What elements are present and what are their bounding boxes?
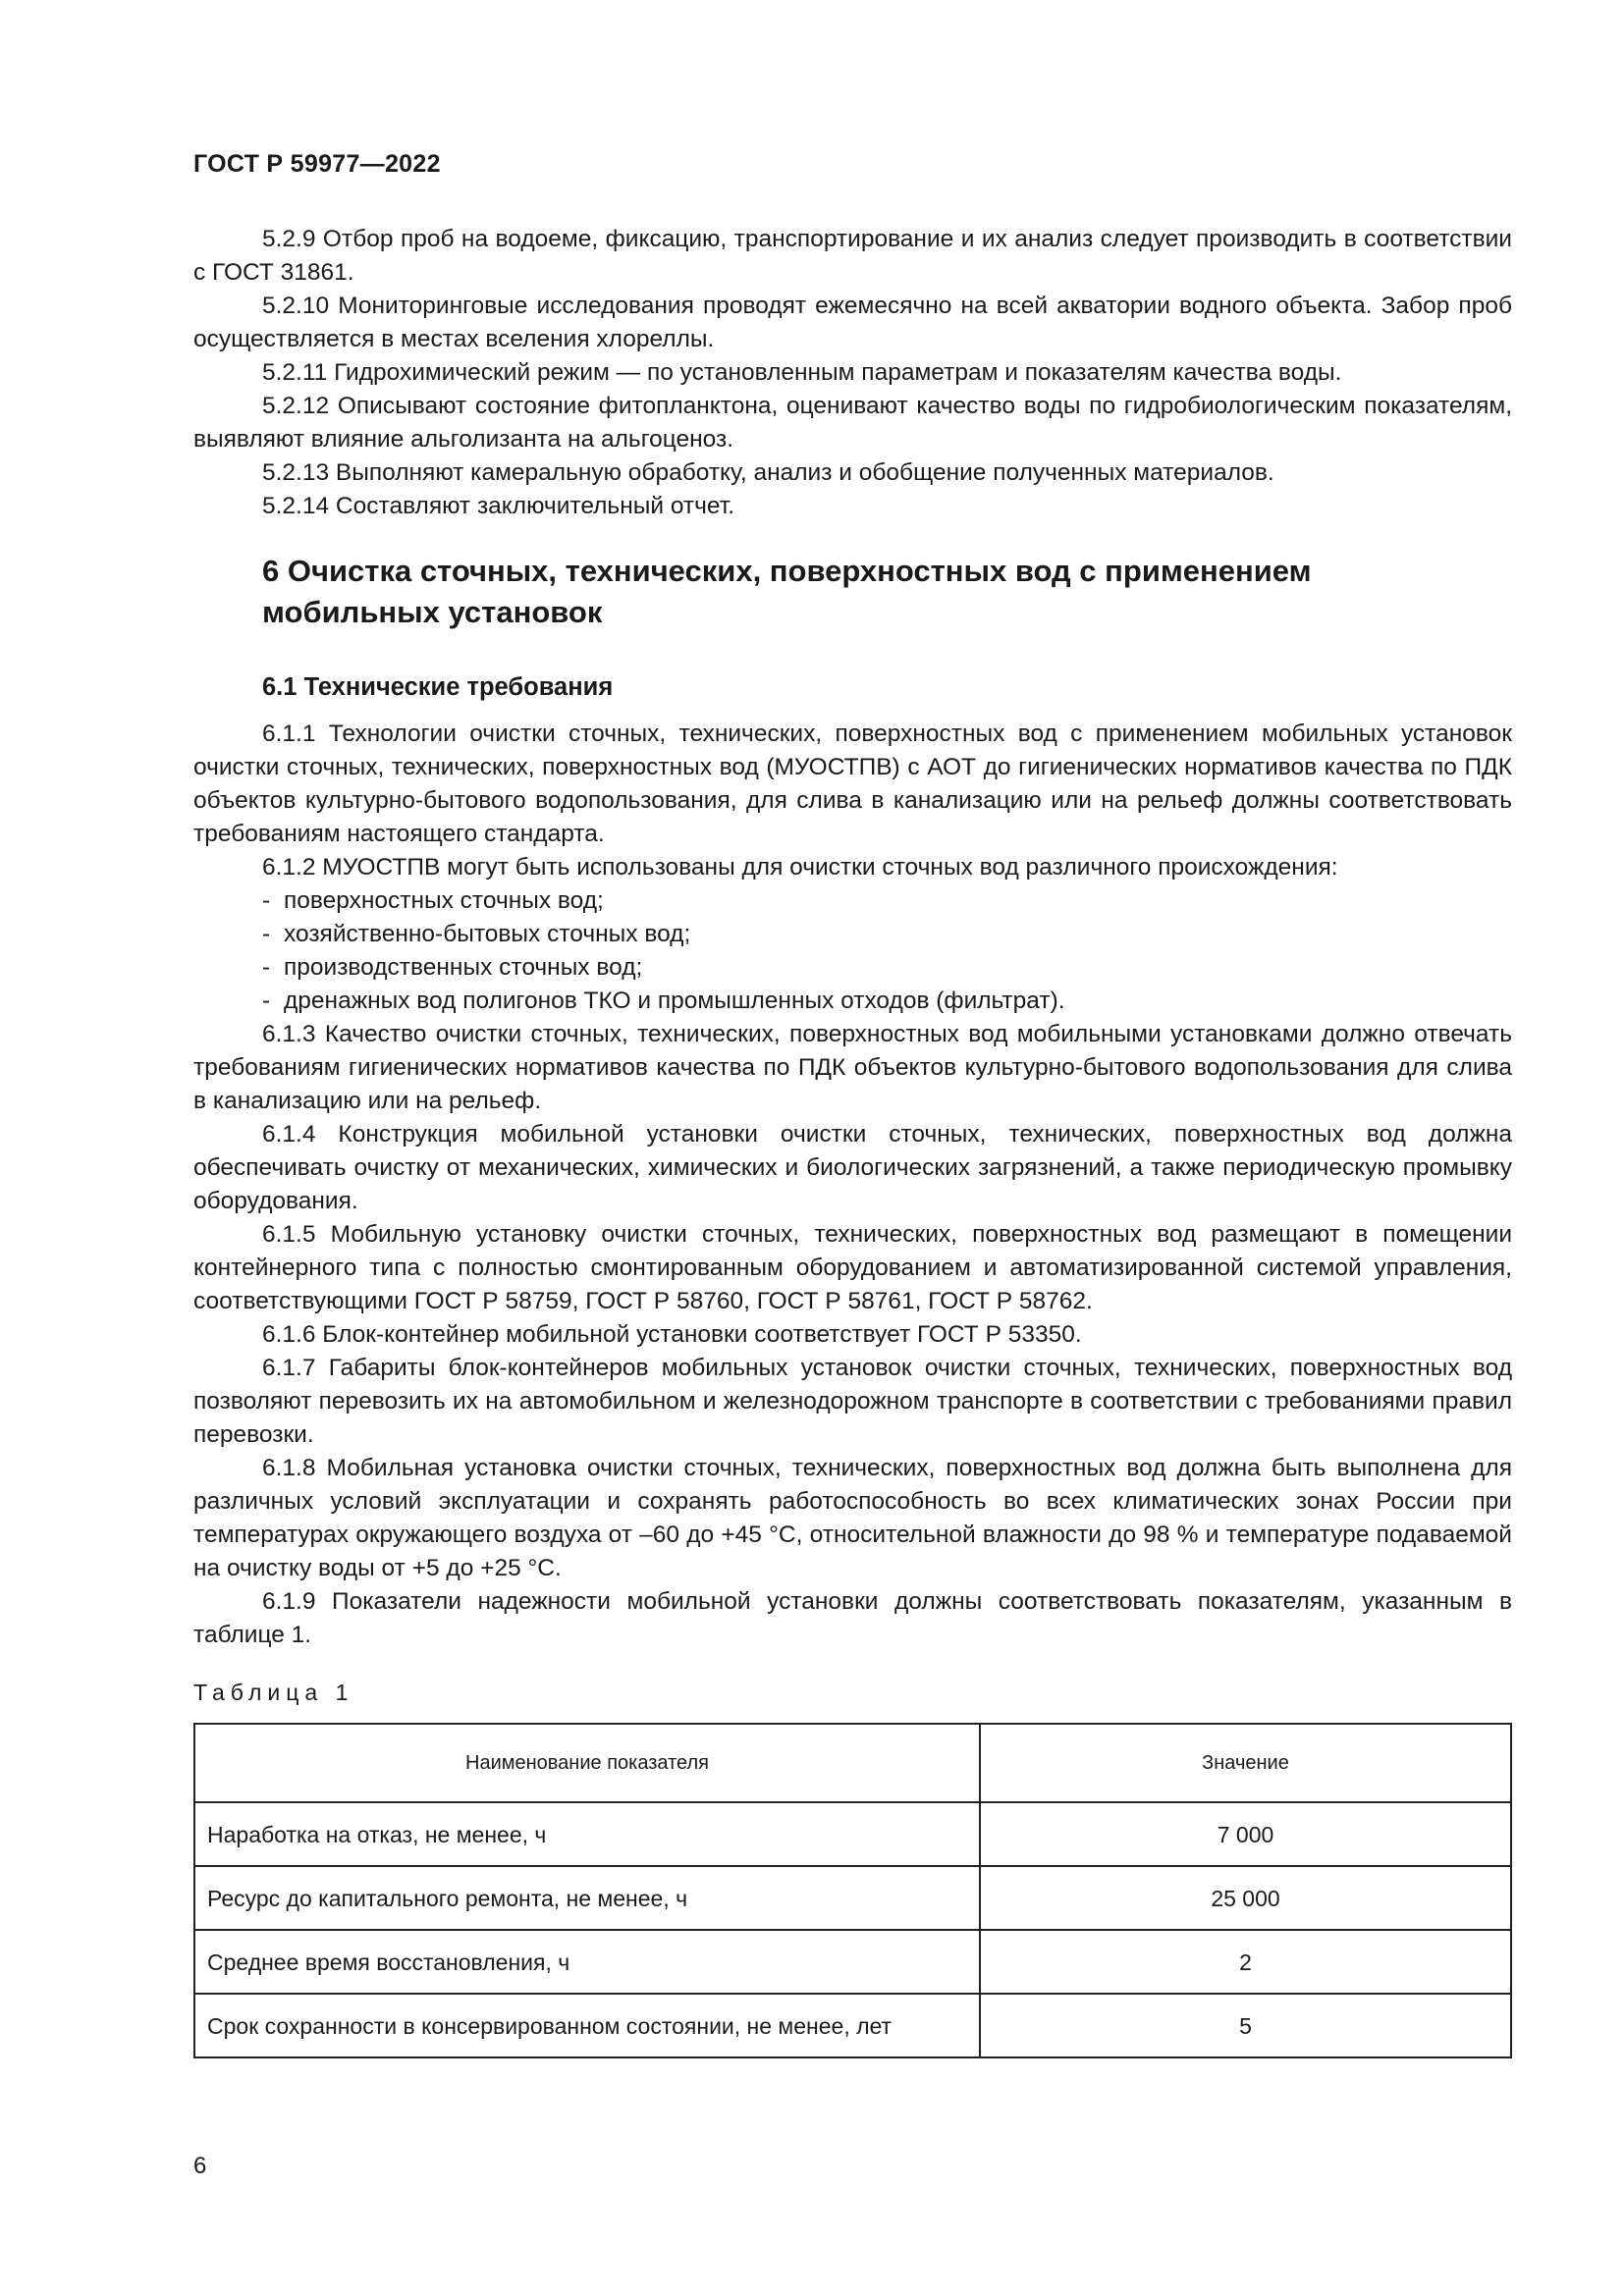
list-marker: - [262,954,271,981]
list-item [193,884,1512,918]
paragraph-6-1-9: 6.1.9 Показатели надежности мобильной установки должны соответствовать показателям, указанным в таблице 1. [193,1588,1512,1648]
table-cell-value: 5 [980,1994,1511,2057]
table-row [194,1802,1511,1866]
paragraph-6-1-1: 6.1.1 Технологии очистки сточных, технических, поверхностных вод с применением мобильных установок очистки сточных, технических, поверхностных вод (МУОСТПВ) с АОТ до гигиенических нормативов качества по ПДК объектов культурно-бытового водопользования, для слива в канализацию или на рельеф должны соответствовать требованиям настоящего стандарта. [193,721,1512,847]
subsection-6-1-title: 6.1 Технические требования [262,673,614,701]
document-header: ГОСТ Р 59977—2022 [193,150,441,178]
table-header-row [194,1724,1511,1802]
table-cell-value: 7 000 [980,1802,1511,1866]
paragraph-6-1-8: 6.1.8 Мобильная установка очистки сточных, технических, поверхностных вод должна быть выполнена для различных условий эксплуатации и сохранять работоспособность во всех климатических зонах России при температурах окружающего воздуха от –60 до +45 °С, относительной влажности до 98 % и температуре подаваемой на очистку воды от +5 до +25 °С. [193,1455,1512,1581]
paragraph-5-2-14: 5.2.14 Составляют заключительный отчет. [262,493,735,519]
paragraph-6-1-6: 6.1.6 Блок-контейнер мобильной установки соответствует ГОСТ Р 53350. [262,1321,1082,1348]
reliability-table [193,1723,1512,2058]
table-caption: Таблица 1 [193,1680,354,1705]
table-cell-value: 25 000 [980,1866,1511,1930]
list-marker: - [262,921,271,947]
list-item [193,985,1512,1018]
table-cell-value: 2 [980,1930,1511,1994]
paragraph-5-2-11: 5.2.11 Гидрохимический режим — по установленным параметрам и показателям качества воды. [262,359,1342,386]
list-item [193,918,1512,951]
list-item-text: производственных сточных вод; [284,954,643,981]
table-row [194,1866,1511,1930]
list-item-text: хозяйственно-бытовых сточных вод; [284,921,691,947]
paragraph-6-1-4: 6.1.4 Конструкция мобильной установки очистки сточных, технических, поверхностных вод должна обеспечивать очистку от механических, химических и биологических загрязнений, а также периодическую промывку оборудования. [193,1121,1512,1214]
list-marker: - [262,988,271,1014]
section-6-title-line-1: 6 Очистка сточных, технических, поверхностных вод с применением [262,554,1312,588]
paragraph-6-1-3: 6.1.3 Качество очистки сточных, технических, поверхностных вод мобильными установками должно отвечать требованиям гигиенических нормативов качества по ПДК объектов культурно-бытового водопользования для слива в канализацию или на рельеф. [193,1021,1512,1114]
list-item-text: дренажных вод полигонов ТКО и промышленных отходов (фильтрат). [284,988,1065,1014]
table-row [194,1930,1511,1994]
paragraph-5-2-13: 5.2.13 Выполняют камеральную обработку, анализ и обобщение полученных материалов. [262,459,1274,486]
page-content [193,223,1512,2058]
page-number: 6 [193,2153,207,2179]
table-cell-indicator: Ресурс до капитального ремонта, не менее, ч [194,1866,980,1930]
paragraph-5-2-9: 5.2.9 Отбор проб на водоеме, фиксацию, транспортирование и их анализ следует производить в соответствии с ГОСТ 31861. [193,226,1512,286]
table-header-indicator: Наименование показателя [194,1724,980,1802]
paragraph-6-1-2: 6.1.2 МУОСТПВ могут быть использованы для очистки сточных вод различного происхождения: [262,854,1338,881]
table-row [194,1994,1511,2057]
table-cell-indicator: Среднее время восстановления, ч [194,1930,980,1994]
table-cell-indicator: Срок сохранности в консервированном состоянии, не менее, лет [194,1994,980,2057]
list-item [193,951,1512,985]
list-item-text: поверхностных сточных вод; [284,887,604,914]
section-6-title-line-2: мобильных установок [262,595,603,629]
list-marker: - [262,887,271,914]
paragraph-6-1-5: 6.1.5 Мобильную установку очистки сточных, технических, поверхностных вод размещают в помещении контейнерного типа с полностью смонтированным оборудованием и автоматизированной системой управления, соответствующими ГОСТ Р 58759, ГОСТ Р 58760, ГОСТ Р 58761, ГОСТ Р 58762. [193,1221,1512,1314]
table-header-value: Значение [980,1724,1511,1802]
section-6-title [262,551,1512,633]
paragraph-5-2-10: 5.2.10 Мониторинговые исследования проводят ежемесячно на всей акватории водного объекта. Забор проб осуществляется в местах вселения хлореллы. [193,293,1512,352]
table-cell-indicator: Наработка на отказ, не менее, ч [194,1802,980,1866]
paragraph-6-1-7: 6.1.7 Габариты блок-контейнеров мобильных установок очистки сточных, технических, поверхностных вод позволяют перевозить их на автомобильном и железнодорожном транспорте в соответствии с требованиями правил перевозки. [193,1355,1512,1448]
paragraph-5-2-12: 5.2.12 Описывают состояние фитопланктона, оценивают качество воды по гидробиологическим показателям, выявляют влияние альголизанта на альгоценоз. [193,393,1512,453]
